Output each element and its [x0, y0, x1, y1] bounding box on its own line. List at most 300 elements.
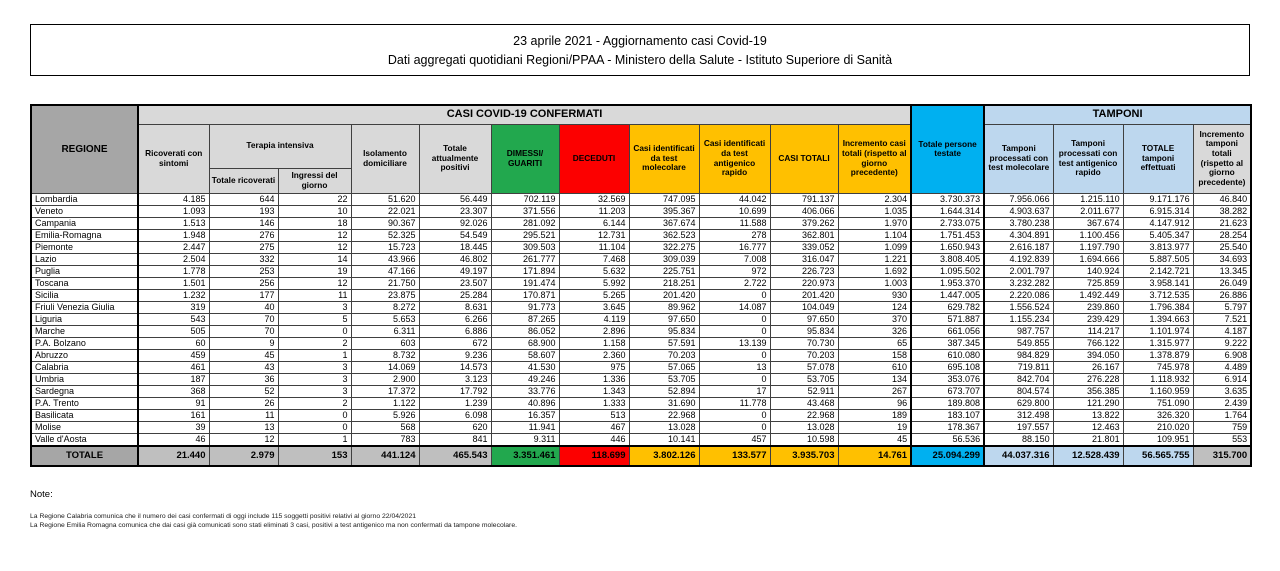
data-cell: 56.565.755 — [1123, 446, 1193, 466]
data-cell: 70.203 — [770, 349, 838, 361]
data-cell: 9.222 — [1193, 337, 1251, 349]
table-row — [31, 385, 1251, 397]
data-cell: 21.750 — [351, 277, 419, 289]
data-cell: 610 — [838, 361, 911, 373]
data-cell: 1.778 — [138, 265, 209, 277]
region-name: Campania — [31, 217, 138, 229]
data-cell: 1.003 — [838, 277, 911, 289]
data-cell: 841 — [419, 433, 491, 446]
data-cell: 1.197.790 — [1053, 241, 1123, 253]
data-cell: 13.822 — [1053, 409, 1123, 421]
data-cell: 4.304.891 — [984, 229, 1053, 241]
data-cell: 1.158 — [559, 337, 629, 349]
data-cell: 312.498 — [984, 409, 1053, 421]
data-cell: 1.101.974 — [1123, 325, 1193, 337]
data-cell: 7.956.066 — [984, 193, 1053, 205]
data-cell: 44.037.316 — [984, 446, 1053, 466]
data-cell: 3.802.126 — [629, 446, 699, 466]
header-incremento-casi: Incremento casi totali (rispetto al giorno precedente) — [838, 124, 911, 193]
data-cell: 332 — [209, 253, 278, 265]
data-cell: 226.723 — [770, 265, 838, 277]
data-cell: 1.692 — [838, 265, 911, 277]
table-row — [31, 217, 1251, 229]
data-cell: 2.001.797 — [984, 265, 1053, 277]
data-cell: 26.886 — [1193, 289, 1251, 301]
data-cell: 5 — [278, 313, 351, 325]
table-row — [31, 397, 1251, 409]
data-cell: 629.800 — [984, 397, 1053, 409]
data-cell: 16.357 — [491, 409, 559, 421]
table-row — [31, 421, 1251, 433]
data-cell: 26 — [209, 397, 278, 409]
data-cell: 661.056 — [911, 325, 984, 337]
table-row — [31, 193, 1251, 205]
data-cell: 356.385 — [1053, 385, 1123, 397]
data-cell: 553 — [1193, 433, 1251, 446]
data-cell: 54.549 — [419, 229, 491, 241]
data-cell: 3 — [278, 361, 351, 373]
data-cell: 43 — [209, 361, 278, 373]
data-cell: 1.650.943 — [911, 241, 984, 253]
data-cell: 12.731 — [559, 229, 629, 241]
data-cell: 1.970 — [838, 217, 911, 229]
data-cell: 1.796.384 — [1123, 301, 1193, 313]
data-cell: 43.966 — [351, 253, 419, 265]
data-cell: 21.440 — [138, 446, 209, 466]
data-cell: 158 — [838, 349, 911, 361]
data-cell: 2.447 — [138, 241, 209, 253]
data-cell: 52.325 — [351, 229, 419, 241]
data-cell: 239.860 — [1053, 301, 1123, 313]
data-cell: 49.197 — [419, 265, 491, 277]
data-cell: 39 — [138, 421, 209, 433]
header-isolamento-domiciliare: Isolamento domiciliare — [351, 124, 419, 193]
data-cell: 91 — [138, 397, 209, 409]
data-cell: 3.813.977 — [1123, 241, 1193, 253]
data-cell: 1.378.879 — [1123, 349, 1193, 361]
data-cell: 45 — [209, 349, 278, 361]
data-cell: 2 — [278, 337, 351, 349]
data-cell: 239.429 — [1053, 313, 1123, 325]
data-cell: 6.098 — [419, 409, 491, 421]
data-cell: 88.150 — [984, 433, 1053, 446]
data-cell: 11.941 — [491, 421, 559, 433]
header-ingressi-del-giorno: Ingressi del giorno — [278, 168, 351, 193]
region-name: Marche — [31, 325, 138, 337]
table-row — [31, 253, 1251, 265]
data-cell: 549.855 — [984, 337, 1053, 349]
data-cell: 1.095.502 — [911, 265, 984, 277]
data-cell: 5.992 — [559, 277, 629, 289]
data-cell: 0 — [699, 409, 770, 421]
data-cell: 8.272 — [351, 301, 419, 313]
data-cell: 124 — [838, 301, 911, 313]
table-row — [31, 241, 1251, 253]
data-cell: 7.468 — [559, 253, 629, 265]
data-cell: 1.556.524 — [984, 301, 1053, 313]
header-totale-tamponi: TOTALE tamponi effettuati — [1123, 124, 1193, 193]
data-cell: 32.569 — [559, 193, 629, 205]
data-cell: 326.320 — [1123, 409, 1193, 421]
data-cell: 267 — [838, 385, 911, 397]
data-cell: 309.503 — [491, 241, 559, 253]
data-cell: 14.573 — [419, 361, 491, 373]
data-cell: 3 — [278, 385, 351, 397]
data-cell: 36 — [209, 373, 278, 385]
data-cell: 5.926 — [351, 409, 419, 421]
data-cell: 1.336 — [559, 373, 629, 385]
data-cell: 568 — [351, 421, 419, 433]
data-cell: 177 — [209, 289, 278, 301]
data-cell: 4.187 — [1193, 325, 1251, 337]
data-cell: 467 — [559, 421, 629, 433]
data-cell: 18 — [278, 217, 351, 229]
data-cell: 22 — [278, 193, 351, 205]
data-cell: 25.284 — [419, 289, 491, 301]
header-casi-totali: CASI TOTALI — [770, 124, 838, 193]
region-name: Lazio — [31, 253, 138, 265]
data-cell: 1.160.959 — [1123, 385, 1193, 397]
data-cell: 975 — [559, 361, 629, 373]
region-name: P.A. Bolzano — [31, 337, 138, 349]
data-cell: 170.871 — [491, 289, 559, 301]
data-cell: 161 — [138, 409, 209, 421]
region-name: Calabria — [31, 361, 138, 373]
data-cell: 1.155.234 — [984, 313, 1053, 325]
data-cell: 644 — [209, 193, 278, 205]
data-cell: 22.968 — [629, 409, 699, 421]
data-cell: 759 — [1193, 421, 1251, 433]
data-cell: 1.333 — [559, 397, 629, 409]
header-totale-ricoverati: Totale ricoverati — [209, 168, 278, 193]
data-cell: 1.315.977 — [1123, 337, 1193, 349]
data-cell: 26.049 — [1193, 277, 1251, 289]
data-cell: 1.099 — [838, 241, 911, 253]
table-row — [31, 373, 1251, 385]
data-cell: 446 — [559, 433, 629, 446]
data-cell: 90.367 — [351, 217, 419, 229]
data-cell: 766.122 — [1053, 337, 1123, 349]
data-cell: 6.908 — [1193, 349, 1251, 361]
header-incremento-tamponi: Incremento tamponi totali (rispetto al giorno precedente) — [1193, 124, 1251, 193]
data-cell: 56.449 — [419, 193, 491, 205]
data-cell: 25.094.299 — [911, 446, 984, 466]
data-cell: 987.757 — [984, 325, 1053, 337]
data-cell: 1.447.005 — [911, 289, 984, 301]
data-cell: 1.104 — [838, 229, 911, 241]
data-cell: 309.039 — [629, 253, 699, 265]
note-line-emilia-romagna: La Regione Emilia Romagna comunica che dai casi già comunicati sono stati eliminati 3 casi, positivi a test antigenico ma non confermati da tampone molecolare. — [30, 522, 517, 530]
data-cell: 620 — [419, 421, 491, 433]
table-row — [31, 409, 1251, 421]
data-cell: 1.948 — [138, 229, 209, 241]
table-row — [31, 289, 1251, 301]
data-cell: 353.076 — [911, 373, 984, 385]
data-cell: 0 — [699, 349, 770, 361]
data-cell: 673.707 — [911, 385, 984, 397]
data-cell: 3.351.461 — [491, 446, 559, 466]
data-cell: 23.875 — [351, 289, 419, 301]
data-cell: 210.020 — [1123, 421, 1193, 433]
data-cell: 3.808.405 — [911, 253, 984, 265]
data-cell: 2.360 — [559, 349, 629, 361]
data-cell: 1.221 — [838, 253, 911, 265]
data-cell: 1.953.370 — [911, 277, 984, 289]
data-cell: 1 — [278, 349, 351, 361]
title-date-line: 23 aprile 2021 - Aggiornamento casi Covid-19 — [513, 34, 767, 48]
data-cell: 610.080 — [911, 349, 984, 361]
data-cell: 0 — [278, 421, 351, 433]
data-cell: 19 — [278, 265, 351, 277]
data-cell: 3 — [278, 373, 351, 385]
data-cell: 7.008 — [699, 253, 770, 265]
data-cell: 109.951 — [1123, 433, 1193, 446]
data-cell: 121.290 — [1053, 397, 1123, 409]
data-cell: 394.050 — [1053, 349, 1123, 361]
data-cell: 17.792 — [419, 385, 491, 397]
data-cell: 1.513 — [138, 217, 209, 229]
header-group-tamponi: TAMPONI — [984, 105, 1251, 124]
table-row — [31, 313, 1251, 325]
data-cell: 3 — [278, 301, 351, 313]
data-cell: 31.690 — [629, 397, 699, 409]
data-cell: 13.028 — [770, 421, 838, 433]
data-cell: 461 — [138, 361, 209, 373]
region-name: Friuli Venezia Giulia — [31, 301, 138, 313]
data-cell: 12.528.439 — [1053, 446, 1123, 466]
data-cell: 2.896 — [559, 325, 629, 337]
table-body — [31, 193, 1251, 466]
data-cell: 46.840 — [1193, 193, 1251, 205]
data-cell: 9 — [209, 337, 278, 349]
data-cell: 2.900 — [351, 373, 419, 385]
data-cell: 10 — [278, 205, 351, 217]
data-cell: 4.489 — [1193, 361, 1251, 373]
data-cell: 189.808 — [911, 397, 984, 409]
data-cell: 89.962 — [629, 301, 699, 313]
data-cell: 10.699 — [699, 205, 770, 217]
data-cell: 114.217 — [1053, 325, 1123, 337]
data-cell: 319 — [138, 301, 209, 313]
data-cell: 783 — [351, 433, 419, 446]
data-cell: 972 — [699, 265, 770, 277]
data-cell: 747.095 — [629, 193, 699, 205]
data-cell: 3.645 — [559, 301, 629, 313]
table-row — [31, 229, 1251, 241]
covid-data-table — [30, 104, 1252, 467]
data-cell: 457 — [699, 433, 770, 446]
data-cell: 2.616.187 — [984, 241, 1053, 253]
data-cell: 13.345 — [1193, 265, 1251, 277]
data-cell: 3.712.535 — [1123, 289, 1193, 301]
data-cell: 3.780.238 — [984, 217, 1053, 229]
data-cell: 16.777 — [699, 241, 770, 253]
data-cell: 1.343 — [559, 385, 629, 397]
data-cell: 0 — [699, 325, 770, 337]
data-cell: 2.439 — [1193, 397, 1251, 409]
data-cell: 505 — [138, 325, 209, 337]
region-name: Toscana — [31, 277, 138, 289]
table-row — [31, 337, 1251, 349]
header-persone-testate: Totale persone testate — [911, 105, 984, 193]
data-cell: 23.307 — [419, 205, 491, 217]
data-cell: 2.504 — [138, 253, 209, 265]
total-row-label: TOTALE — [31, 446, 138, 466]
data-cell: 513 — [559, 409, 629, 421]
data-cell: 276 — [209, 229, 278, 241]
data-cell: 368 — [138, 385, 209, 397]
data-cell: 2.142.721 — [1123, 265, 1193, 277]
region-name: P.A. Trento — [31, 397, 138, 409]
data-cell: 10.598 — [770, 433, 838, 446]
data-cell: 3.123 — [419, 373, 491, 385]
data-cell: 11.778 — [699, 397, 770, 409]
region-name: Umbria — [31, 373, 138, 385]
region-name: Piemonte — [31, 241, 138, 253]
data-cell: 276.228 — [1053, 373, 1123, 385]
header-casi-test-antigenico: Casi identificati da test antigenico rapido — [699, 124, 770, 193]
data-cell: 57.591 — [629, 337, 699, 349]
data-cell: 1.118.932 — [1123, 373, 1193, 385]
data-cell: 2.304 — [838, 193, 911, 205]
data-cell: 465.543 — [419, 446, 491, 466]
region-name: Molise — [31, 421, 138, 433]
data-cell: 191.474 — [491, 277, 559, 289]
header-deceduti: DECEDUTI — [559, 124, 629, 193]
data-cell: 5.405.347 — [1123, 229, 1193, 241]
data-cell: 2.733.075 — [911, 217, 984, 229]
data-cell: 201.420 — [770, 289, 838, 301]
data-cell: 8.631 — [419, 301, 491, 313]
data-cell: 6.915.314 — [1123, 205, 1193, 217]
data-cell: 12 — [278, 241, 351, 253]
data-cell: 2 — [278, 397, 351, 409]
header-regione: REGIONE — [31, 105, 138, 193]
region-name: Emilia-Romagna — [31, 229, 138, 241]
table-row — [31, 361, 1251, 373]
data-cell: 2.011.677 — [1053, 205, 1123, 217]
header-casi-test-molecolare: Casi identificati da test molecolare — [629, 124, 699, 193]
data-cell: 92.026 — [419, 217, 491, 229]
data-cell: 0 — [278, 409, 351, 421]
data-cell: 370 — [838, 313, 911, 325]
region-name: Sicilia — [31, 289, 138, 301]
data-cell: 15.723 — [351, 241, 419, 253]
data-cell: 19 — [838, 421, 911, 433]
header-tamponi-antigenico: Tamponi processati con test antigenico rapido — [1053, 124, 1123, 193]
data-cell: 0 — [699, 289, 770, 301]
data-cell: 193 — [209, 205, 278, 217]
data-cell: 1.644.314 — [911, 205, 984, 217]
data-cell: 1.492.449 — [1053, 289, 1123, 301]
data-cell: 43.468 — [770, 397, 838, 409]
data-cell: 201.420 — [629, 289, 699, 301]
data-cell: 253 — [209, 265, 278, 277]
data-cell: 339.052 — [770, 241, 838, 253]
data-cell: 9.171.176 — [1123, 193, 1193, 205]
data-cell: 379.262 — [770, 217, 838, 229]
data-cell: 0 — [699, 373, 770, 385]
data-cell: 53.705 — [629, 373, 699, 385]
data-cell: 1.751.453 — [911, 229, 984, 241]
data-cell: 5.653 — [351, 313, 419, 325]
data-cell: 4.192.839 — [984, 253, 1053, 265]
data-cell: 11 — [209, 409, 278, 421]
data-cell: 17.372 — [351, 385, 419, 397]
data-cell: 672 — [419, 337, 491, 349]
region-name: Liguria — [31, 313, 138, 325]
data-cell: 11.588 — [699, 217, 770, 229]
data-cell: 1.122 — [351, 397, 419, 409]
header-group-casi-confermati: CASI COVID-19 CONFERMATI — [138, 105, 911, 124]
region-name: Lombardia — [31, 193, 138, 205]
data-cell: 87.265 — [491, 313, 559, 325]
region-name: Puglia — [31, 265, 138, 277]
data-cell: 725.859 — [1053, 277, 1123, 289]
data-cell: 21.623 — [1193, 217, 1251, 229]
data-cell: 2.979 — [209, 446, 278, 466]
header-dimessi-guariti: DIMESSI/ GUARITI — [491, 124, 559, 193]
title-source-line: Dati aggregati quotidiani Regioni/PPAA - Ministero della Salute - Istituto Superiore di Sanità — [387, 53, 893, 67]
data-cell: 316.047 — [770, 253, 838, 265]
data-cell: 45 — [838, 433, 911, 446]
data-cell: 1.232 — [138, 289, 209, 301]
data-cell: 44.042 — [699, 193, 770, 205]
data-cell: 52.894 — [629, 385, 699, 397]
data-cell: 719.811 — [984, 361, 1053, 373]
header-totale-attualmente-positivi: Totale attualmente positivi — [419, 124, 491, 193]
data-cell: 6.886 — [419, 325, 491, 337]
data-cell: 51.620 — [351, 193, 419, 205]
data-cell: 17 — [699, 385, 770, 397]
data-cell: 367.674 — [1053, 217, 1123, 229]
data-cell: 0 — [699, 313, 770, 325]
header-tamponi-molecolare: Tamponi processati con test molecolare — [984, 124, 1053, 193]
data-cell: 3.232.282 — [984, 277, 1053, 289]
data-cell: 1.035 — [838, 205, 911, 217]
data-cell: 38.282 — [1193, 205, 1251, 217]
data-cell: 1.239 — [419, 397, 491, 409]
data-cell: 11 — [278, 289, 351, 301]
data-cell: 281.092 — [491, 217, 559, 229]
notes-label: Note: — [30, 488, 53, 500]
data-cell: 225.751 — [629, 265, 699, 277]
note-line-calabria: La Regione Calabria comunica che il numero dei casi confermati di oggi include 115 soggetti positivi relativi al giorno 22/04/2021 — [30, 512, 417, 520]
region-name: Sardegna — [31, 385, 138, 397]
table-row — [31, 265, 1251, 277]
data-cell: 86.052 — [491, 325, 559, 337]
data-cell: 5.797 — [1193, 301, 1251, 313]
data-cell: 326 — [838, 325, 911, 337]
data-cell: 751.090 — [1123, 397, 1193, 409]
data-cell: 7.521 — [1193, 313, 1251, 325]
data-cell: 134 — [838, 373, 911, 385]
data-cell: 10.141 — [629, 433, 699, 446]
data-cell: 6.311 — [351, 325, 419, 337]
data-cell: 11.104 — [559, 241, 629, 253]
data-cell: 23.507 — [419, 277, 491, 289]
data-cell: 133.577 — [699, 446, 770, 466]
data-cell: 104.049 — [770, 301, 838, 313]
data-cell: 3.935.703 — [770, 446, 838, 466]
data-cell: 153 — [278, 446, 351, 466]
data-cell: 40 — [209, 301, 278, 313]
data-cell: 26.167 — [1053, 361, 1123, 373]
data-cell: 4.147.912 — [1123, 217, 1193, 229]
data-cell: 33.776 — [491, 385, 559, 397]
data-cell: 22.021 — [351, 205, 419, 217]
data-cell: 5.887.505 — [1123, 253, 1193, 265]
